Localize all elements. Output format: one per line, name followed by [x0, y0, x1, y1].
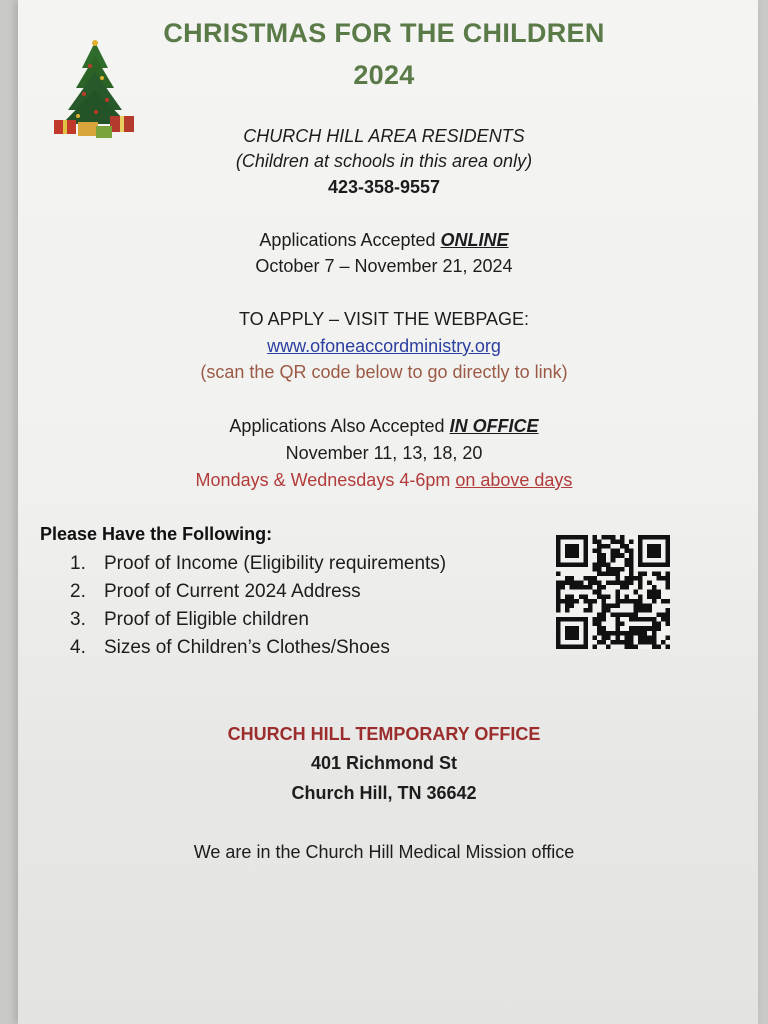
- qr-module: [615, 613, 620, 618]
- qr-module: [602, 603, 607, 608]
- qr-module: [624, 631, 629, 636]
- qr-module: [556, 599, 561, 604]
- qr-module: [647, 590, 652, 595]
- qr-module: [652, 599, 657, 604]
- qr-module: [620, 544, 625, 549]
- qr-module: [597, 549, 602, 554]
- qr-module: [624, 640, 629, 645]
- qr-module: [624, 644, 629, 649]
- qr-module: [665, 585, 670, 590]
- qr-module: [611, 535, 616, 540]
- qr-module: [592, 622, 597, 627]
- qr-module: [611, 567, 616, 572]
- qr-module: [583, 594, 588, 599]
- qr-module: [638, 631, 643, 636]
- qr-module: [620, 622, 625, 627]
- office-hours-line: [0, 470, 768, 491]
- qr-code[interactable]: [556, 535, 670, 649]
- qr-module: [652, 635, 657, 640]
- qr-module: [588, 608, 593, 613]
- qr-module: [629, 549, 634, 554]
- qr-module: [629, 558, 634, 563]
- requirement-number: 3.: [70, 609, 86, 630]
- qr-module: [615, 594, 620, 599]
- qr-module: [652, 585, 657, 590]
- qr-module: [638, 603, 643, 608]
- qr-module: [652, 626, 657, 631]
- qr-module: [647, 608, 652, 613]
- office-name: CHURCH HILL TEMPORARY OFFICE: [227, 724, 541, 744]
- qr-module: [624, 594, 629, 599]
- requirements-list: [70, 550, 446, 662]
- qr-module: [638, 640, 643, 645]
- qr-module: [602, 613, 607, 618]
- qr-module: [665, 644, 670, 649]
- qr-module: [652, 644, 657, 649]
- qr-module: [629, 599, 634, 604]
- qr-module: [556, 594, 561, 599]
- qr-module: [656, 594, 661, 599]
- qr-module: [643, 608, 648, 613]
- qr-module: [638, 594, 643, 599]
- qr-module: [583, 608, 588, 613]
- qr-module: [592, 599, 597, 604]
- qr-module: [602, 535, 607, 540]
- qr-module: [597, 631, 602, 636]
- qr-module: [620, 640, 625, 645]
- qr-module: [597, 567, 602, 572]
- qr-module: [620, 540, 625, 545]
- qr-module: [643, 626, 648, 631]
- qr-module: [615, 553, 620, 558]
- qr-module: [592, 576, 597, 581]
- address-city: Church Hill, TN 36642: [291, 783, 477, 803]
- qr-module: [634, 590, 639, 595]
- qr-module: [602, 617, 607, 622]
- qr-module: [629, 644, 634, 649]
- website-link-row: [0, 336, 768, 357]
- qr-module: [615, 571, 620, 576]
- qr-module: [615, 581, 620, 586]
- online-dates: October 7 – November 21, 2024: [255, 256, 513, 276]
- qr-module: [565, 576, 570, 581]
- qr-module: [565, 594, 570, 599]
- qr-module: [611, 540, 616, 545]
- qr-module: [597, 558, 602, 563]
- qr-module: [629, 553, 634, 558]
- qr-note: (scan the QR code below to go directly to link): [200, 362, 568, 382]
- qr-module: [583, 576, 588, 581]
- qr-module: [574, 581, 579, 586]
- qr-module: [647, 640, 652, 645]
- qr-module: [656, 613, 661, 618]
- qr-module: [602, 608, 607, 613]
- qr-module: [611, 613, 616, 618]
- qr-module: [656, 626, 661, 631]
- qr-module: [597, 622, 602, 627]
- qr-module: [615, 567, 620, 572]
- qr-module: [629, 571, 634, 576]
- residents-line: CHURCH HILL AREA RESIDENTS: [243, 126, 525, 146]
- qr-module: [656, 590, 661, 595]
- qr-module: [661, 613, 666, 618]
- qr-module: [643, 635, 648, 640]
- qr-module: [592, 549, 597, 554]
- qr-module: [615, 590, 620, 595]
- qr-module: [656, 576, 661, 581]
- qr-module: [606, 562, 611, 567]
- qr-module: [597, 562, 602, 567]
- qr-module: [634, 599, 639, 604]
- qr-module: [647, 581, 652, 586]
- qr-module: [615, 576, 620, 581]
- qr-module: [615, 599, 620, 604]
- qr-module: [638, 585, 643, 590]
- qr-module: [592, 567, 597, 572]
- apply-instruction: TO APPLY – VISIT THE WEBPAGE:: [238, 309, 530, 329]
- qr-module: [643, 617, 648, 622]
- qr-module: [597, 544, 602, 549]
- office-applications-line: [0, 416, 768, 437]
- qr-module: [624, 581, 629, 586]
- qr-module: [602, 640, 607, 645]
- requirement-item: [70, 550, 446, 578]
- qr-module: [556, 585, 561, 590]
- qr-module: [652, 640, 657, 645]
- qr-module: [656, 622, 661, 627]
- qr-module: [629, 617, 634, 622]
- qr-module: [597, 640, 602, 645]
- qr-module: [652, 617, 657, 622]
- qr-module: [652, 622, 657, 627]
- requirement-item: [70, 578, 446, 606]
- qr-module: [611, 640, 616, 645]
- qr-module: [647, 626, 652, 631]
- requirements-heading: Please Have the Following:: [40, 524, 273, 544]
- qr-module: [624, 562, 629, 567]
- requirement-text: Proof of Current 2024 Address: [104, 581, 361, 602]
- qr-module: [665, 571, 670, 576]
- office-hours: Mondays & Wednesdays 4-6pm: [195, 470, 456, 490]
- qr-module: [661, 599, 666, 604]
- qr-module: [620, 599, 625, 604]
- qr-module: [588, 585, 593, 590]
- qr-module: [620, 535, 625, 540]
- qr-module: [647, 603, 652, 608]
- online-applications-line: [0, 230, 768, 251]
- qr-module: [629, 576, 634, 581]
- qr-module: [615, 540, 620, 545]
- qr-module: [656, 571, 661, 576]
- qr-module: [574, 585, 579, 590]
- qr-module: [638, 635, 643, 640]
- qr-module: [643, 631, 648, 636]
- qr-module: [579, 585, 584, 590]
- qr-module: [647, 635, 652, 640]
- qr-module: [611, 558, 616, 563]
- qr-module: [629, 562, 634, 567]
- qr-module: [606, 594, 611, 599]
- qr-module: [624, 635, 629, 640]
- qr-module: [643, 640, 648, 645]
- requirement-item: [70, 634, 446, 662]
- qr-module: [597, 553, 602, 558]
- qr-module: [602, 562, 607, 567]
- qr-module: [565, 608, 570, 613]
- qr-module: [647, 594, 652, 599]
- qr-module: [565, 603, 570, 608]
- qr-module: [638, 608, 643, 613]
- qr-module: [638, 581, 643, 586]
- qr-module: [665, 581, 670, 586]
- qr-module: [620, 631, 625, 636]
- qr-module: [665, 622, 670, 627]
- qr-module: [656, 644, 661, 649]
- qr-module: [615, 549, 620, 554]
- qr-module: [606, 535, 611, 540]
- qr-module: [620, 553, 625, 558]
- qr-module: [588, 603, 593, 608]
- qr-module: [606, 571, 611, 576]
- qr-module: [570, 581, 575, 586]
- website-link[interactable]: www.ofoneaccordministry.org: [267, 336, 501, 356]
- qr-module: [661, 576, 666, 581]
- flyer-title-line1: CHRISTMAS FOR THE CHILDREN: [163, 18, 605, 48]
- qr-module: [583, 585, 588, 590]
- qr-module: [665, 635, 670, 640]
- qr-module: [624, 544, 629, 549]
- qr-module: [624, 599, 629, 604]
- qr-module: [592, 644, 597, 649]
- qr-module: [592, 581, 597, 586]
- qr-module: [611, 581, 616, 586]
- qr-module: [629, 613, 634, 618]
- qr-module: [629, 640, 634, 645]
- qr-module: [565, 581, 570, 586]
- online-prefix: Applications Accepted: [259, 230, 441, 250]
- qr-module: [570, 599, 575, 604]
- office-dates: November 11, 13, 18, 20: [285, 443, 483, 463]
- qr-module: [592, 617, 597, 622]
- qr-module: [620, 585, 625, 590]
- qr-module: [602, 558, 607, 563]
- qr-module: [606, 608, 611, 613]
- qr-module: [611, 603, 616, 608]
- qr-module: [597, 626, 602, 631]
- qr-module: [615, 617, 620, 622]
- qr-module: [624, 549, 629, 554]
- requirement-number: 1.: [70, 553, 86, 574]
- qr-module: [574, 599, 579, 604]
- qr-module: [638, 599, 643, 604]
- office-prefix: Applications Also Accepted: [229, 416, 450, 436]
- qr-module: [556, 571, 561, 576]
- qr-module: [602, 635, 607, 640]
- qr-module: [597, 590, 602, 595]
- qr-module: [624, 576, 629, 581]
- qr-module: [611, 553, 616, 558]
- qr-module: [652, 571, 657, 576]
- qr-module: [556, 603, 561, 608]
- qr-module: [579, 594, 584, 599]
- qr-module: [615, 631, 620, 636]
- requirement-text: Proof of Eligible children: [104, 609, 309, 630]
- qr-module: [606, 631, 611, 636]
- schools-note: (Children at schools in this area only): [235, 151, 533, 171]
- qr-module: [615, 622, 620, 627]
- qr-module: [665, 617, 670, 622]
- qr-module: [602, 626, 607, 631]
- qr-module: [597, 594, 602, 599]
- qr-module: [602, 553, 607, 558]
- qr-module: [624, 613, 629, 618]
- qr-module: [592, 535, 597, 540]
- qr-module: [615, 603, 620, 608]
- qr-module: [602, 594, 607, 599]
- qr-module: [629, 631, 634, 636]
- qr-module: [665, 608, 670, 613]
- qr-module: [643, 603, 648, 608]
- qr-module: [592, 590, 597, 595]
- qr-module: [620, 581, 625, 586]
- qr-module: [615, 626, 620, 631]
- qr-module: [615, 635, 620, 640]
- qr-module: [661, 640, 666, 645]
- qr-module: [602, 571, 607, 576]
- qr-module: [634, 576, 639, 581]
- qr-module: [561, 599, 566, 604]
- qr-module: [602, 599, 607, 604]
- qr-module: [620, 567, 625, 572]
- flyer-title-year: 2024: [353, 60, 415, 90]
- qr-module: [592, 540, 597, 545]
- qr-module: [665, 613, 670, 618]
- qr-module: [588, 581, 593, 586]
- qr-module: [638, 617, 643, 622]
- qr-module: [638, 626, 643, 631]
- qr-module: [592, 635, 597, 640]
- qr-module: [602, 544, 607, 549]
- qr-module: [643, 571, 648, 576]
- qr-module: [561, 585, 566, 590]
- qr-module: [647, 617, 652, 622]
- qr-module: [606, 581, 611, 586]
- qr-module: [624, 585, 629, 590]
- qr-module: [634, 613, 639, 618]
- qr-module: [634, 608, 639, 613]
- office-word: IN OFFICE: [449, 416, 539, 436]
- qr-module: [611, 571, 616, 576]
- qr-module: [579, 581, 584, 586]
- qr-module: [634, 644, 639, 649]
- requirement-text: Sizes of Children’s Clothes/Shoes: [104, 637, 390, 658]
- qr-module: [629, 567, 634, 572]
- qr-module: [588, 576, 593, 581]
- requirement-item: [70, 606, 446, 634]
- qr-module: [597, 540, 602, 545]
- phone-number: 423-358-9557: [327, 177, 441, 197]
- qr-module: [597, 613, 602, 618]
- qr-module: [624, 558, 629, 563]
- qr-module: [606, 544, 611, 549]
- qr-module: [606, 644, 611, 649]
- requirement-number: 4.: [70, 637, 86, 658]
- qr-module: [611, 631, 616, 636]
- qr-module: [597, 585, 602, 590]
- requirement-number: 2.: [70, 581, 86, 602]
- qr-module: [570, 594, 575, 599]
- qr-module: [592, 562, 597, 567]
- qr-module: [652, 631, 657, 636]
- qr-module: [570, 576, 575, 581]
- qr-module: [602, 631, 607, 636]
- qr-module: [597, 617, 602, 622]
- qr-module: [602, 585, 607, 590]
- qr-module: [652, 590, 657, 595]
- qr-module: [561, 581, 566, 586]
- qr-module: [556, 608, 561, 613]
- online-word: ONLINE: [440, 230, 509, 250]
- qr-module: [606, 603, 611, 608]
- qr-module: [556, 581, 561, 586]
- qr-module: [606, 567, 611, 572]
- location-note: We are in the Church Hill Medical Mission office: [193, 842, 575, 862]
- qr-module: [620, 613, 625, 618]
- qr-module: [565, 599, 570, 604]
- office-hours-days: on above days: [455, 470, 573, 490]
- qr-module: [583, 599, 588, 604]
- qr-module: [611, 549, 616, 554]
- qr-module: [665, 576, 670, 581]
- qr-module: [606, 635, 611, 640]
- qr-module: [634, 603, 639, 608]
- qr-module: [634, 631, 639, 636]
- qr-module: [597, 571, 602, 576]
- qr-module: [652, 594, 657, 599]
- qr-module: [588, 599, 593, 604]
- qr-module: [615, 640, 620, 645]
- qr-module: [629, 581, 634, 586]
- qr-module: [629, 635, 634, 640]
- qr-module: [570, 603, 575, 608]
- address-street: 401 Richmond St: [310, 753, 458, 773]
- qr-module: [629, 626, 634, 631]
- qr-module: [597, 581, 602, 586]
- qr-module: [634, 626, 639, 631]
- qr-module: [570, 585, 575, 590]
- qr-module: [638, 576, 643, 581]
- qr-module: [634, 617, 639, 622]
- requirement-text: Proof of Income (Eligibility requirements): [104, 553, 447, 574]
- qr-module: [665, 599, 670, 604]
- qr-module: [638, 571, 643, 576]
- qr-module: [629, 540, 634, 545]
- qr-module: [661, 617, 666, 622]
- qr-module: [556, 590, 561, 595]
